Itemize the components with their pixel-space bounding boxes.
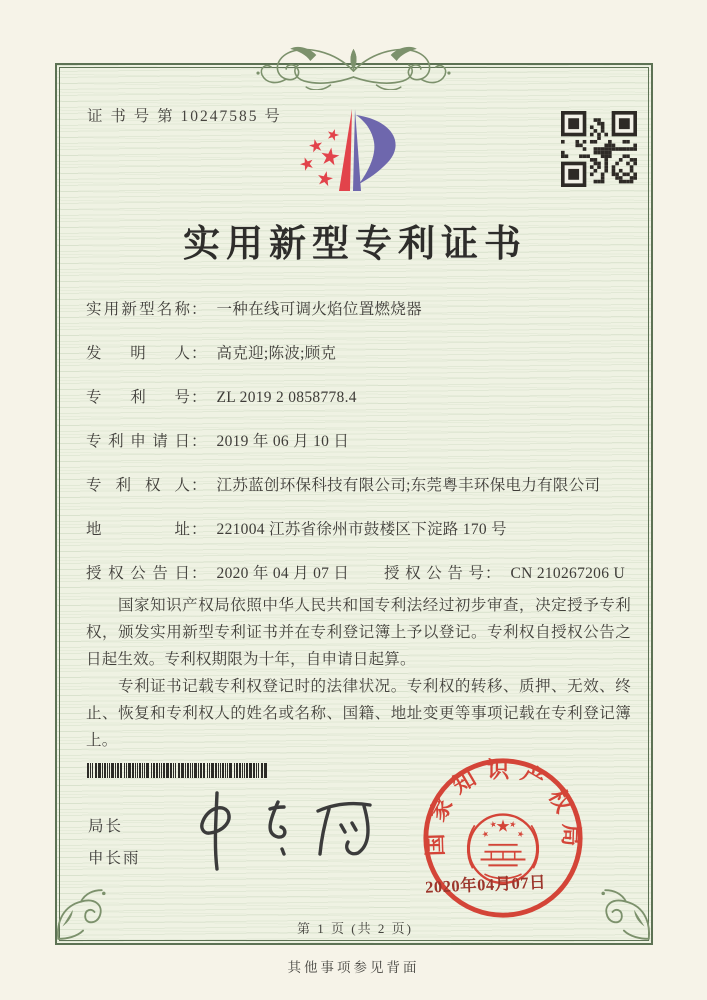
svg-text:国家知识产权局: [422, 757, 584, 856]
barcode-bar: [95, 763, 97, 778]
barcode-bar: [190, 763, 191, 778]
barcode-bar: [229, 763, 232, 778]
field-colon: ：: [191, 433, 207, 450]
field-value: 一种在线可调火焰位置燃烧器: [216, 301, 422, 318]
barcode-bar: [115, 763, 116, 778]
barcode-bar: [185, 763, 186, 778]
barcode-bar: [170, 763, 172, 778]
legal-paragraph-2: 专利证书记载专利权登记时的法律状况。专利权的转移、质押、无效、终止、恢复和专利权人的姓名或名称、国籍、地址变更等事项记载在专利登记簿上。: [86, 678, 631, 749]
barcode-bar: [90, 763, 91, 778]
field-label: 实用新型名称: [86, 301, 190, 318]
barcode-bar: [218, 763, 219, 778]
signer-title: 局长: [88, 818, 124, 835]
barcode-bar: [264, 763, 267, 778]
field-label: 专利申请日: [86, 433, 190, 450]
field-label: 发明人: [86, 345, 190, 362]
barcode-bar: [163, 763, 165, 778]
top-flourish-ornament: [246, 36, 461, 90]
barcode-bar: [109, 763, 110, 778]
barcode-bar: [117, 763, 119, 778]
barcode-bar: [124, 763, 125, 778]
field-label: 授权公告日: [86, 565, 190, 582]
barcode-bar: [234, 763, 235, 778]
field-value: 221004 江苏省徐州市鼓楼区下淀路 170 号: [216, 521, 507, 538]
field-colon: ：: [191, 477, 207, 494]
barcode-bar: [215, 763, 217, 778]
seal-arc-text: 国家知识产权局: [422, 757, 584, 857]
barcode-bar: [253, 763, 255, 778]
barcode-bar: [187, 763, 189, 778]
barcode-bar: [173, 763, 174, 778]
barcode-bar: [166, 763, 169, 778]
field-label: 授权公告号: [384, 565, 484, 582]
legal-text-block: [86, 592, 631, 754]
certificate-title: 实用新型专利证书: [183, 224, 527, 265]
barcode-bar: [242, 763, 243, 778]
barcode-bar: [137, 763, 138, 778]
barcode-bar: [156, 763, 158, 778]
barcode-icon: [87, 763, 271, 778]
field-label: 地址: [86, 521, 190, 538]
field-colon: ：: [191, 565, 207, 582]
barcode-bar: [120, 763, 122, 778]
certificate-number: 证 书 号 第 10247585 号: [87, 108, 282, 125]
barcode-bar: [225, 763, 226, 778]
barcode-bar: [135, 763, 136, 778]
barcode-bar: [258, 763, 259, 778]
barcode-bar: [161, 763, 162, 778]
barcode-bar: [239, 763, 241, 778]
legal-paragraph-1: 国家知识产权局依照中华人民共和国专利法经过初步审查，决定授予专利权，颁发实用新型专利证书并在专利登记簿上予以登记。专利权自授权公告之日起生效。专利权期限为十年，自申请日起算。: [86, 597, 631, 668]
barcode-bar: [249, 763, 252, 778]
barcode-bar: [220, 763, 221, 778]
page-number: 第 1 页 (共 2 页): [297, 921, 413, 936]
barcode-bar: [146, 763, 149, 778]
barcode-bar: [181, 763, 184, 778]
qr-code-icon: [561, 111, 637, 187]
barcode-bar: [104, 763, 106, 778]
barcode-bar: [256, 763, 257, 778]
barcode-bar: [192, 763, 193, 778]
barcode-bar: [209, 763, 210, 778]
barcode-bar: [151, 763, 152, 778]
barcode-bar: [198, 763, 199, 778]
cnipa-logo-icon: [277, 94, 435, 202]
field-colon: ：: [191, 389, 207, 406]
barcode-bar: [236, 763, 238, 778]
signer-block: [88, 811, 141, 875]
field-value: 高克迎;陈波;顾克: [216, 345, 337, 362]
certificate-fields: [86, 298, 632, 606]
field-row-utility-model-name: [86, 298, 632, 321]
barcode-bar: [261, 763, 263, 778]
barcode-bar: [178, 763, 180, 778]
field-value: 江苏蓝创环保科技有限公司;东莞粤丰环保电力有限公司: [216, 477, 601, 494]
barcode-bar: [175, 763, 176, 778]
barcode-bar: [246, 763, 248, 778]
seal-date-stamp: 2020年04月07日: [424, 872, 547, 897]
barcode-bar: [132, 763, 134, 778]
signer-name: 申长雨: [88, 850, 141, 867]
barcode-bar: [142, 763, 143, 778]
barcode-bar: [153, 763, 155, 778]
barcode-bar: [98, 763, 101, 778]
barcode-bar: [159, 763, 160, 778]
field-colon: ：: [485, 565, 501, 582]
field-value: ZL 2019 2 0858778.4: [216, 389, 357, 406]
barcode-bar: [107, 763, 108, 778]
barcode-bar: [92, 763, 93, 778]
barcode-bar: [211, 763, 214, 778]
field-row-patentee: [86, 474, 632, 497]
field-row-grant: [86, 562, 632, 585]
field-row-inventors: [86, 342, 632, 365]
barcode-bar: [144, 763, 145, 778]
field-colon: ：: [191, 521, 207, 538]
barcode-bar: [227, 763, 228, 778]
field-row-address: [86, 518, 632, 541]
field-label: 专利权人: [86, 477, 190, 494]
field-value: 2019 年 06 月 10 日: [216, 433, 350, 450]
field-row-filing-date: [86, 430, 632, 453]
field-value: CN 210267206 U: [510, 565, 625, 582]
field-colon: ：: [191, 345, 207, 362]
barcode-bar: [207, 763, 208, 778]
barcode-bar: [126, 763, 127, 778]
signature-script-icon: [192, 779, 397, 877]
grant-number-group: [384, 562, 625, 585]
field-row-patent-number: [86, 386, 632, 409]
barcode-bar: [200, 763, 202, 778]
barcode-bar: [194, 763, 197, 778]
reverse-side-note: 其他事项参见背面: [287, 960, 420, 975]
barcode-bar: [102, 763, 103, 778]
barcode-bar: [203, 763, 205, 778]
field-label: 专利号: [86, 389, 190, 406]
barcode-bar: [222, 763, 224, 778]
barcode-bar: [111, 763, 114, 778]
barcode-bar: [87, 763, 89, 778]
field-value: 2020 年 04 月 07 日: [216, 565, 350, 582]
field-colon: ：: [191, 301, 207, 318]
barcode-bar: [139, 763, 141, 778]
barcode-bar: [128, 763, 131, 778]
barcode-bar: [244, 763, 245, 778]
